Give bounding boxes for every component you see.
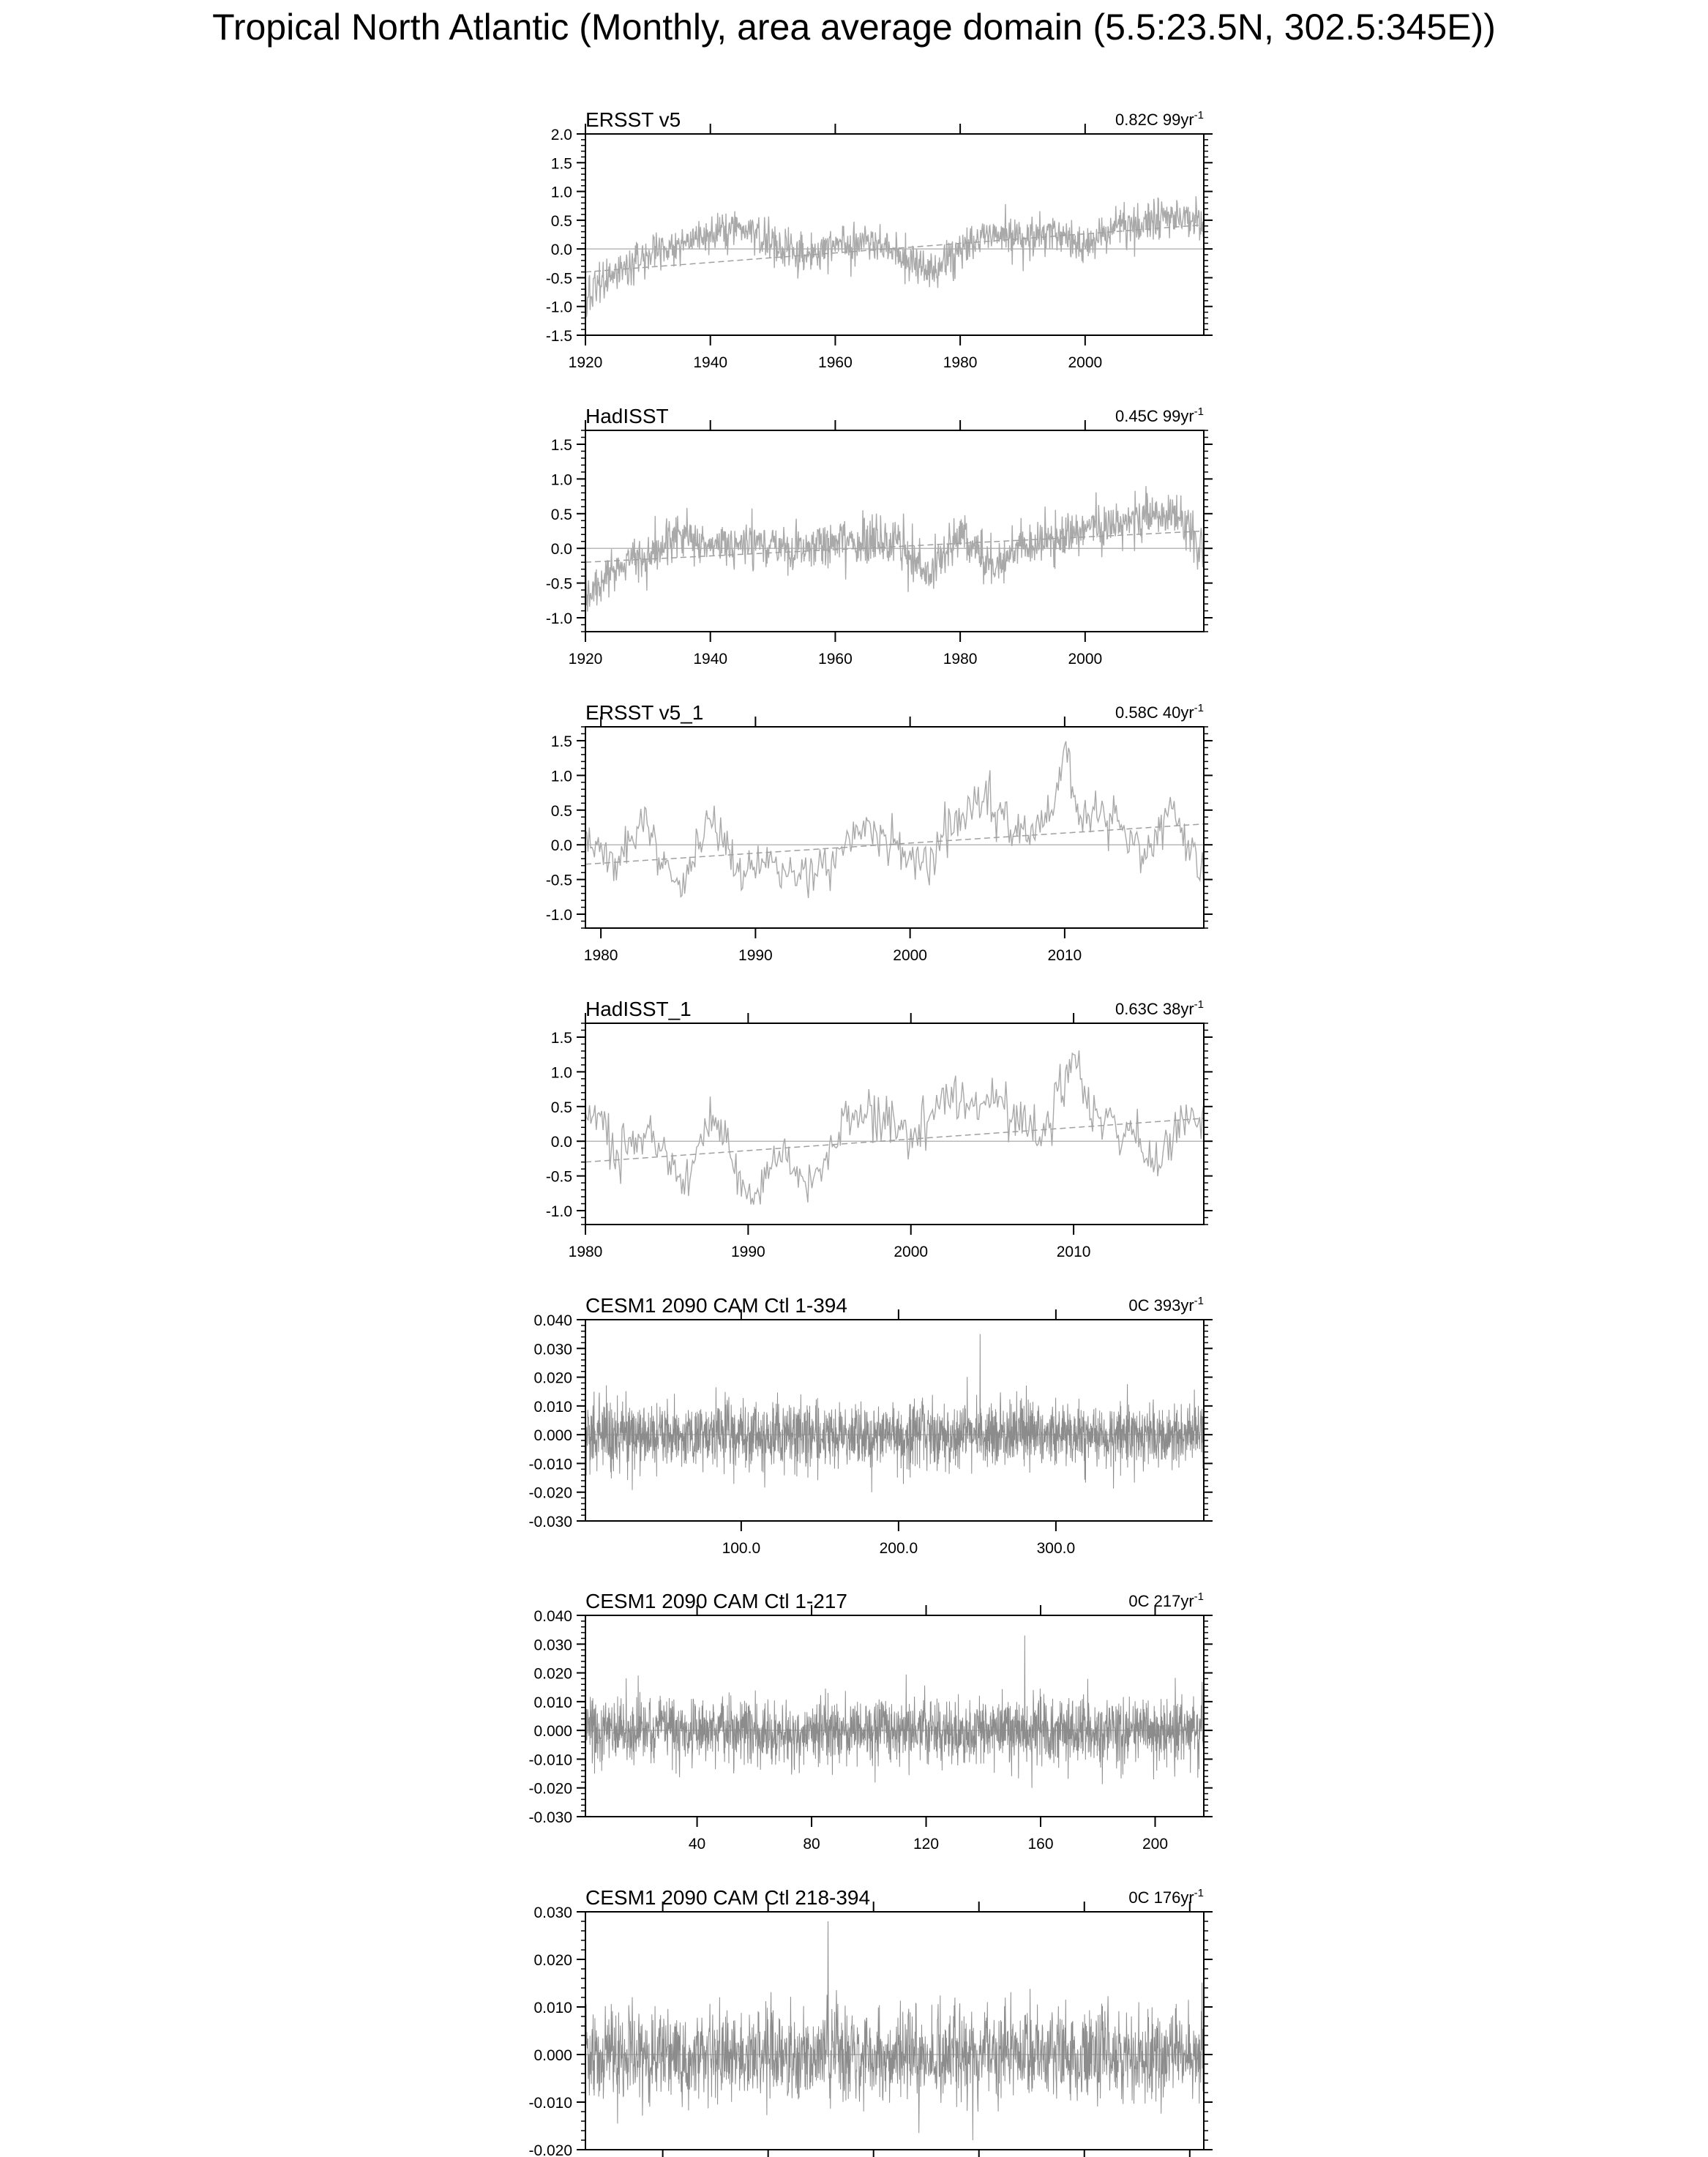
y-tick-label: -0.020	[528, 1780, 572, 1798]
chart-title: ERSST v5_1	[585, 701, 704, 724]
y-tick-label: -0.5	[545, 872, 572, 889]
chart-panel-2	[546, 405, 1213, 668]
y-tick-label: 0.5	[550, 506, 572, 523]
y-tick-label: 1.5	[550, 1029, 572, 1047]
x-tick-label: 300.0	[1036, 1540, 1076, 1557]
trend-label: 0.63C $38yr^{-1}$	[1115, 998, 1204, 1018]
trend-line	[585, 225, 1204, 272]
y-tick-label: 1.0	[550, 768, 572, 785]
y-tick-label: -1.0	[545, 299, 572, 316]
y-tick-label: 0.040	[533, 1312, 572, 1329]
chart-panel-5	[528, 1294, 1213, 1557]
y-tick-label: 1.5	[550, 436, 572, 454]
series-line	[585, 1334, 1204, 1492]
x-tick-label: 2000	[894, 1244, 929, 1260]
trend-label: 0C $217yr^{-1}$	[1128, 1590, 1204, 1610]
trend-line	[585, 531, 1204, 563]
x-tick-label: 1960	[818, 354, 853, 371]
y-tick-label: 0.020	[533, 1369, 572, 1387]
y-tick-label: 0.040	[533, 1608, 572, 1625]
y-tick-label: 0.0	[550, 242, 572, 259]
y-tick-label: -0.020	[528, 2142, 572, 2157]
y-tick-label: 0.030	[533, 1904, 572, 1921]
y-tick-label: -0.030	[528, 1514, 572, 1530]
y-tick-label: 0.000	[533, 1427, 572, 1445]
x-tick-label: 1990	[731, 1244, 765, 1260]
y-tick-label: 0.010	[533, 1398, 572, 1416]
y-tick-label: 1.0	[550, 184, 572, 201]
x-tick-label: 1980	[583, 947, 618, 964]
x-tick-label: 2000	[893, 947, 927, 964]
trend-superscript: -1	[1194, 998, 1204, 1011]
x-tick-label: 1990	[738, 947, 773, 964]
chart-title: ERSST v5	[585, 108, 681, 131]
x-tick-label: 1980	[568, 1244, 603, 1260]
chart-panel-7	[528, 1886, 1213, 2157]
y-tick-label: 0.000	[533, 1723, 572, 1741]
x-tick-label: 40	[688, 1836, 706, 1853]
chart-title: CESM1 2090 CAM Ctl 1-217	[585, 1590, 847, 1612]
x-tick-label: 1980	[943, 354, 978, 371]
y-tick-label: 2.0	[550, 127, 572, 143]
y-tick-label: 1.5	[550, 733, 572, 750]
x-tick-label: 1920	[568, 354, 603, 371]
y-tick-label: 1.5	[550, 155, 572, 173]
x-tick-label: 80	[803, 1836, 820, 1853]
series-line	[585, 1050, 1204, 1205]
trend-label: 0.82C $99yr^{-1}$	[1115, 109, 1204, 129]
trend-line	[585, 824, 1204, 864]
trend-label: 0.58C $40yr^{-1}$	[1115, 702, 1204, 722]
x-tick-label: 1960	[818, 651, 853, 668]
trend-superscript: -1	[1194, 1590, 1204, 1603]
y-tick-label: 0.020	[533, 1665, 572, 1683]
y-tick-label: -1.0	[545, 610, 572, 628]
x-tick-label: 160	[1027, 1836, 1054, 1853]
y-tick-label: 0.020	[533, 1952, 572, 1969]
x-tick-label: 1940	[693, 651, 728, 668]
trend-superscript: -1	[1194, 405, 1204, 418]
trend-label: 0C $176yr^{-1}$	[1128, 1887, 1204, 1907]
x-tick-label: 1940	[693, 354, 728, 371]
y-tick-label: 0.000	[533, 2047, 572, 2064]
chart-title: HadISST_1	[585, 998, 692, 1020]
series-line	[585, 741, 1204, 898]
x-tick-label: 1980	[943, 651, 978, 668]
x-tick-label: 2010	[1056, 1244, 1091, 1260]
trend-superscript: -1	[1194, 702, 1204, 714]
trend-superscript: -1	[1194, 109, 1204, 122]
series-line	[585, 196, 1204, 317]
x-tick-label: 1920	[568, 651, 603, 668]
trend-superscript: -1	[1194, 1887, 1204, 1899]
chart-panel-1	[546, 108, 1213, 371]
y-tick-label: 0.010	[533, 2000, 572, 2016]
x-tick-label: 2010	[1047, 947, 1082, 964]
y-tick-label: 0.030	[533, 1637, 572, 1654]
chart-panel-6	[528, 1590, 1213, 1853]
y-tick-label: -0.5	[545, 270, 572, 288]
trend-label: 0C $393yr^{-1}$	[1128, 1295, 1204, 1315]
plot-frame	[585, 134, 1204, 335]
chart-panel-4	[546, 998, 1213, 1260]
y-tick-label: -0.010	[528, 1456, 572, 1473]
y-tick-label: -1.0	[545, 1203, 572, 1221]
trend-label: 0.45C $99yr^{-1}$	[1115, 405, 1204, 425]
x-tick-label: 200.0	[879, 1540, 918, 1557]
trend-superscript: -1	[1194, 1295, 1204, 1307]
y-tick-label: 0.030	[533, 1341, 572, 1358]
plot-frame	[585, 727, 1204, 928]
y-tick-label: 0.5	[550, 1099, 572, 1116]
y-tick-label: -0.030	[528, 1809, 572, 1826]
y-tick-label: 0.0	[550, 541, 572, 558]
y-tick-label: 1.0	[550, 1064, 572, 1082]
x-tick-label: 200	[1142, 1836, 1169, 1853]
chart-title: HadISST	[585, 405, 669, 427]
series-line	[585, 1636, 1204, 1788]
y-tick-label: -1.5	[545, 328, 572, 345]
y-tick-label: 0.5	[550, 802, 572, 820]
plot-frame	[585, 1912, 1204, 2150]
chart-panel-3	[546, 701, 1213, 964]
chart-title: CESM1 2090 CAM Ctl 1-394	[585, 1294, 847, 1317]
y-tick-label: 0.0	[550, 1134, 572, 1151]
y-tick-label: -0.5	[545, 575, 572, 593]
y-tick-label: -0.020	[528, 1484, 572, 1502]
y-tick-label: 0.5	[550, 212, 572, 230]
x-tick-label: 100.0	[722, 1540, 761, 1557]
series-line	[585, 1921, 1204, 2140]
y-tick-label: -0.010	[528, 2095, 572, 2112]
y-tick-label: 0.0	[550, 837, 572, 855]
x-tick-label: 2000	[1068, 354, 1103, 371]
y-tick-label: -1.0	[545, 907, 572, 924]
y-tick-label: 1.0	[550, 471, 572, 489]
y-tick-label: -0.5	[545, 1168, 572, 1186]
y-tick-label: 0.010	[533, 1694, 572, 1711]
y-tick-label: -0.010	[528, 1752, 572, 1769]
page-title: Tropical North Atlantic (Monthly, area average domain (5.5:23.5N, 302.5:345E))	[212, 7, 1496, 48]
x-tick-label: 120	[913, 1836, 940, 1853]
chart-title: CESM1 2090 CAM Ctl 218-394	[585, 1886, 871, 1909]
x-tick-label: 2000	[1068, 651, 1103, 668]
